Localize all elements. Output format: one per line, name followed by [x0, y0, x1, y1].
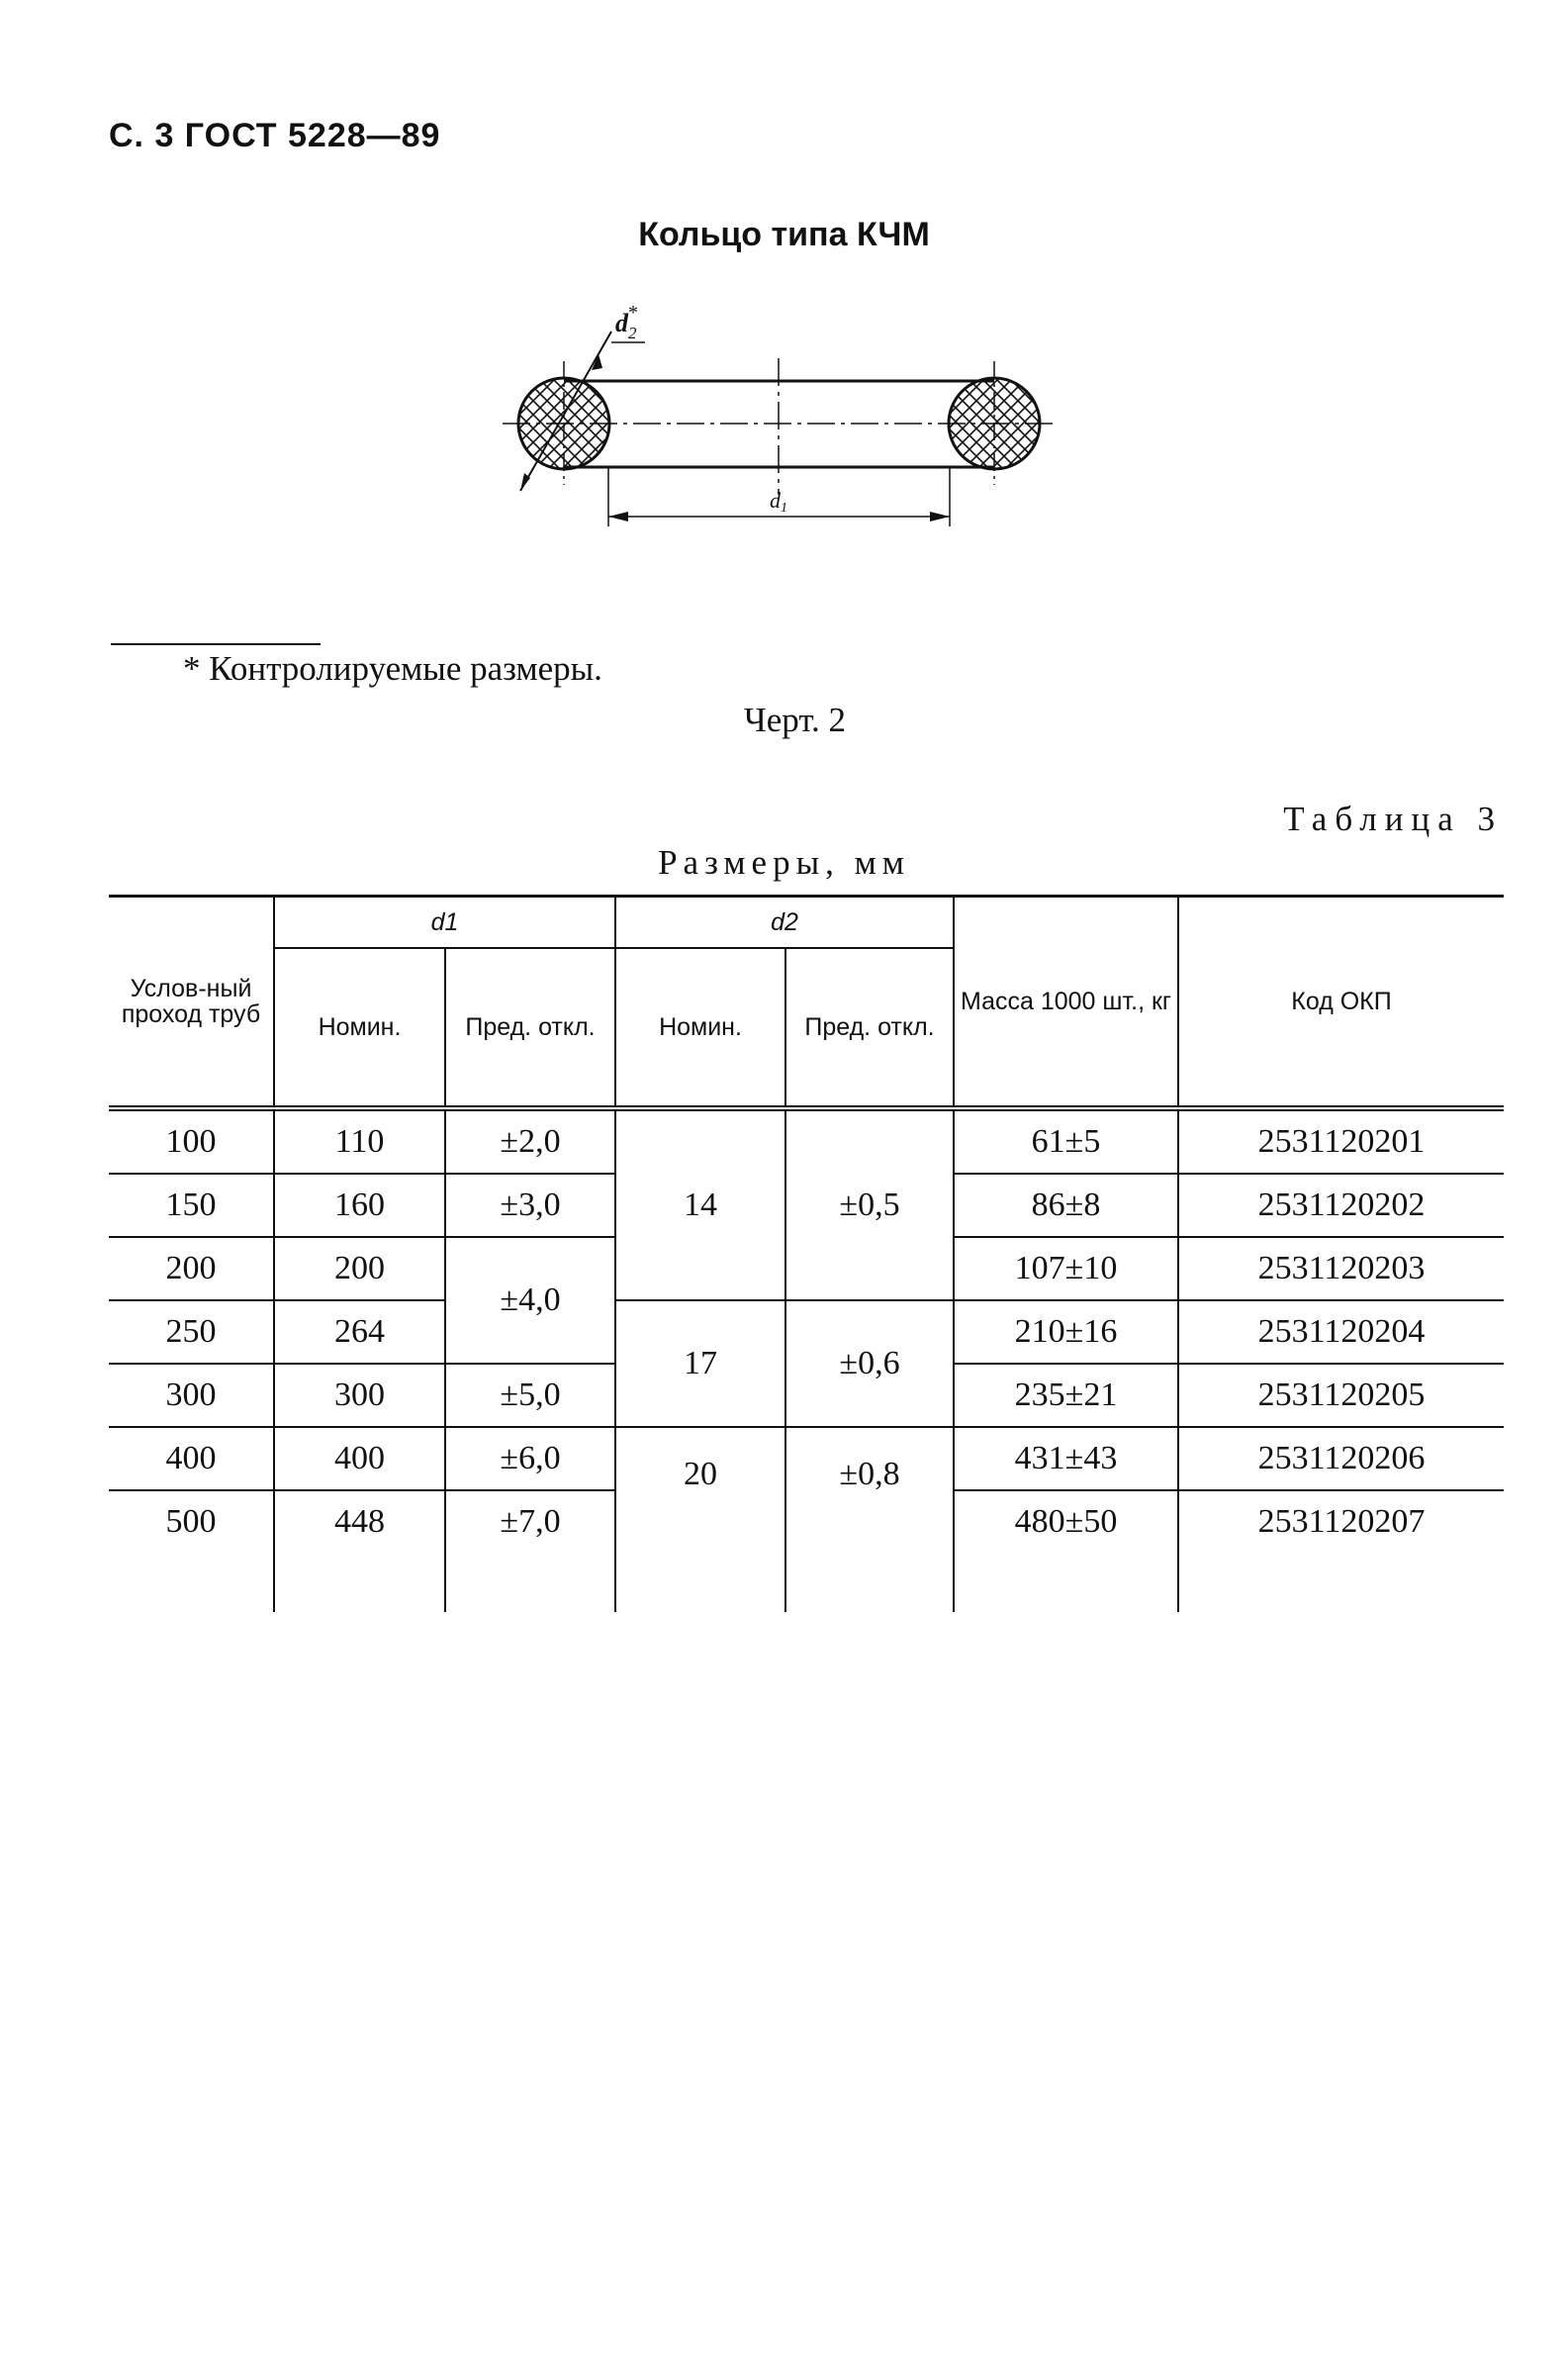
cell-d2-nominal: 14: [615, 1108, 785, 1300]
cell-bore: 200: [109, 1237, 274, 1300]
cell-d1-nominal: 300: [274, 1364, 445, 1427]
d2-asterisk: *: [628, 302, 638, 324]
cell-d1-tolerance: ±2,0: [445, 1108, 615, 1174]
cell-d1-nominal: 110: [274, 1108, 445, 1174]
footnote: * Контролируемые размеры.: [183, 649, 602, 688]
cell-okp-code: 2531120204: [1178, 1300, 1504, 1364]
header-mass: Масса 1000 шт., кг: [954, 897, 1178, 1109]
cell-okp-code: 2531120203: [1178, 1237, 1504, 1300]
d1-label: d: [770, 488, 781, 513]
header-okp-code: Код ОКП: [1178, 897, 1504, 1109]
d2-subscript: 2: [628, 324, 637, 342]
table-subtitle: Размеры, мм: [658, 843, 910, 882]
cell-okp-code: 2531120201: [1178, 1108, 1504, 1174]
page-header: С. 3 ГОСТ 5228—89: [109, 117, 441, 154]
table-row: [109, 1427, 1504, 1490]
cell-okp-code: 2531120205: [1178, 1364, 1504, 1427]
cell-mass: 107±10: [954, 1237, 1178, 1300]
cell-d1-tolerance: ±6,0: [445, 1427, 615, 1490]
table-label: Таблица 3: [1283, 800, 1503, 838]
cell-mass: 480±50: [954, 1490, 1178, 1612]
cell-d1-nominal: 400: [274, 1427, 445, 1490]
header-d1-tolerance: Пред. откл.: [445, 948, 615, 1108]
cell-mass: 210±16: [954, 1300, 1178, 1364]
cell-bore: 150: [109, 1174, 274, 1237]
dimensions-table: [109, 895, 1504, 1612]
cell-okp-code: 2531120206: [1178, 1427, 1504, 1490]
figure-caption: Черт. 2: [744, 701, 846, 739]
cell-d1-tolerance: ±5,0: [445, 1364, 615, 1427]
cell-d1-nominal: 160: [274, 1174, 445, 1237]
cell-mass: 86±8: [954, 1174, 1178, 1237]
cell-d1-tolerance: ±7,0: [445, 1490, 615, 1612]
table-row: [109, 1300, 1504, 1364]
cell-okp-code: 2531120207: [1178, 1490, 1504, 1612]
cell-bore: 100: [109, 1108, 274, 1174]
cell-mass: 235±21: [954, 1364, 1178, 1427]
cell-okp-code: 2531120202: [1178, 1174, 1504, 1237]
cell-d1-nominal: 200: [274, 1237, 445, 1300]
cell-d1-tolerance: ±3,0: [445, 1174, 615, 1237]
cell-d2-nominal: 20: [615, 1427, 785, 1612]
cell-d2-tolerance: ±0,5: [785, 1108, 954, 1300]
cell-d2-tolerance: ±0,8: [785, 1427, 954, 1612]
page-title: Кольцо типа КЧМ: [638, 216, 930, 253]
cell-bore: 500: [109, 1490, 274, 1612]
header-d2-nominal: Номин.: [615, 948, 785, 1108]
footnote-rule: [111, 643, 321, 645]
header-nominal-bore: Услов-ный проход труб: [109, 897, 274, 1109]
ring-drawing: [485, 297, 1078, 554]
cell-d1-tolerance: ±4,0: [445, 1237, 615, 1364]
header-d2-tolerance: Пред. откл.: [785, 948, 954, 1108]
d1-subscript: 1: [781, 501, 787, 516]
cell-mass: 61±5: [954, 1108, 1178, 1174]
header-d1-nominal: Номин.: [274, 948, 445, 1108]
d2-label: d: [615, 309, 628, 337]
table-row: [109, 1108, 1504, 1174]
cell-bore: 300: [109, 1364, 274, 1427]
cell-d1-nominal: 448: [274, 1490, 445, 1612]
cell-d2-tolerance: ±0,6: [785, 1300, 954, 1427]
cell-mass: 431±43: [954, 1427, 1178, 1490]
cell-bore: 250: [109, 1300, 274, 1364]
cell-d2-nominal: 17: [615, 1300, 785, 1427]
cell-bore: 400: [109, 1427, 274, 1490]
cell-d1-nominal: 264: [274, 1300, 445, 1364]
header-d1-group: d1: [274, 897, 615, 949]
header-d2-group: d2: [615, 897, 954, 949]
